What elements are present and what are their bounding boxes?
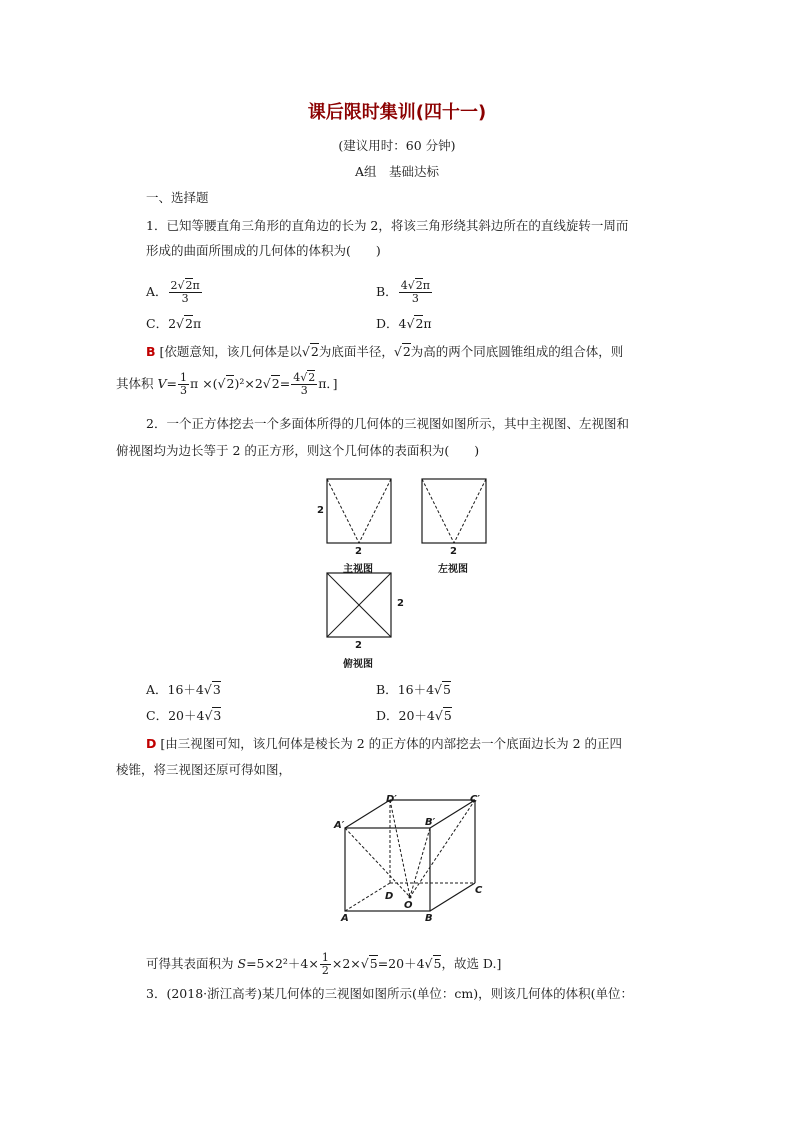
- cube-label-d1: D′: [386, 794, 397, 805]
- q2-answer: D: [146, 736, 157, 751]
- section-heading: 一、选择题: [146, 190, 209, 205]
- left-view-figure: [421, 478, 487, 544]
- left-view-bottom-length: 2: [450, 546, 457, 557]
- q1-option-a[interactable]: A． $\frac{2√2\pi}{3}$: [146, 279, 200, 305]
- front-view-bottom-length: 2: [355, 546, 362, 557]
- page-title: 课后限时集训(四十一): [307, 102, 487, 123]
- q1-option-c[interactable]: C．2√2π: [146, 316, 202, 331]
- q2-option-c[interactable]: C．20＋4√3: [146, 708, 222, 723]
- q1-option-d[interactable]: D．4√2π: [376, 316, 432, 331]
- cube-label-a: A: [341, 913, 349, 924]
- q3-stem-line1: 3．(2018·浙江高考)某几何体的三视图如图所示(单位：cm)，则该几何体的体积(单位：: [146, 986, 633, 1001]
- q1-option-b[interactable]: B． $\frac{4√2\pi}{3}$: [376, 279, 430, 305]
- cube-label-o: O: [404, 900, 413, 911]
- left-view-label: 左视图: [438, 564, 468, 575]
- top-view-bottom-length: 2: [355, 640, 362, 651]
- q1-explanation-line1: B [依题意知，该几何体是以√2为底面半径，√2为高的两个同底圆锥组成的组合体，则: [146, 344, 624, 359]
- q1-stem-line2: 形成的曲面所围成的几何体的体积为( ): [146, 243, 381, 258]
- front-view-label: 主视图: [343, 564, 373, 575]
- q2-stem-line2: 俯视图均为边长等于 2 的正方形，则这个几何体的表面积为( ): [116, 443, 480, 458]
- cube-label-b: B: [425, 913, 433, 924]
- group-heading: A组 基础达标: [354, 164, 440, 179]
- front-view-figure: [326, 478, 392, 544]
- cube-label-c: C: [475, 885, 483, 896]
- cube-label-a1: A′: [334, 820, 345, 831]
- top-view-side-length: 2: [397, 598, 404, 609]
- q1-answer: B: [146, 344, 156, 359]
- q2-option-b[interactable]: B．16＋4√5: [376, 682, 451, 697]
- top-view-label: 俯视图: [343, 659, 373, 670]
- q2-option-d[interactable]: D．20＋4√5: [376, 708, 452, 723]
- q2-stem-line1: 2．一个正方体挖去一个多面体所得的几何体的三视图如图所示，其中主视图、左视图和: [146, 416, 629, 431]
- cube-label-c1: C′: [470, 794, 480, 805]
- time-hint: (建议用时：60 分钟): [338, 138, 456, 153]
- cube-label-b1: B′: [425, 817, 436, 828]
- front-view-side-length: 2: [317, 505, 324, 516]
- top-view-figure: [326, 572, 392, 638]
- q1-explanation-line2: 其体积 V= $\frac{1}{3}$ π ×(√2)²×2√2= $\frac{4√2}{3}$ π．]: [116, 371, 338, 397]
- q2-explanation-line1: D [由三视图可知，该几何体是棱长为 2 的正方体的内部挖去一个底面边长为 2 的正四: [146, 736, 623, 751]
- cube-label-d: D: [385, 891, 394, 902]
- q2-option-a[interactable]: A．16＋4√3: [146, 682, 221, 697]
- q2-explanation-line3: 可得其表面积为 S=5×2²＋4× $\frac{1}{2}$ ×2×√5=20＋4√5，故选 D.]: [146, 951, 502, 977]
- q2-explanation-line2: 棱锥，将三视图还原可得如图，: [116, 762, 292, 777]
- q1-stem-line1: 1．已知等腰直角三角形的直角边的长为 2，将该三角形绕其斜边所在的直线旋转一周而: [146, 218, 629, 233]
